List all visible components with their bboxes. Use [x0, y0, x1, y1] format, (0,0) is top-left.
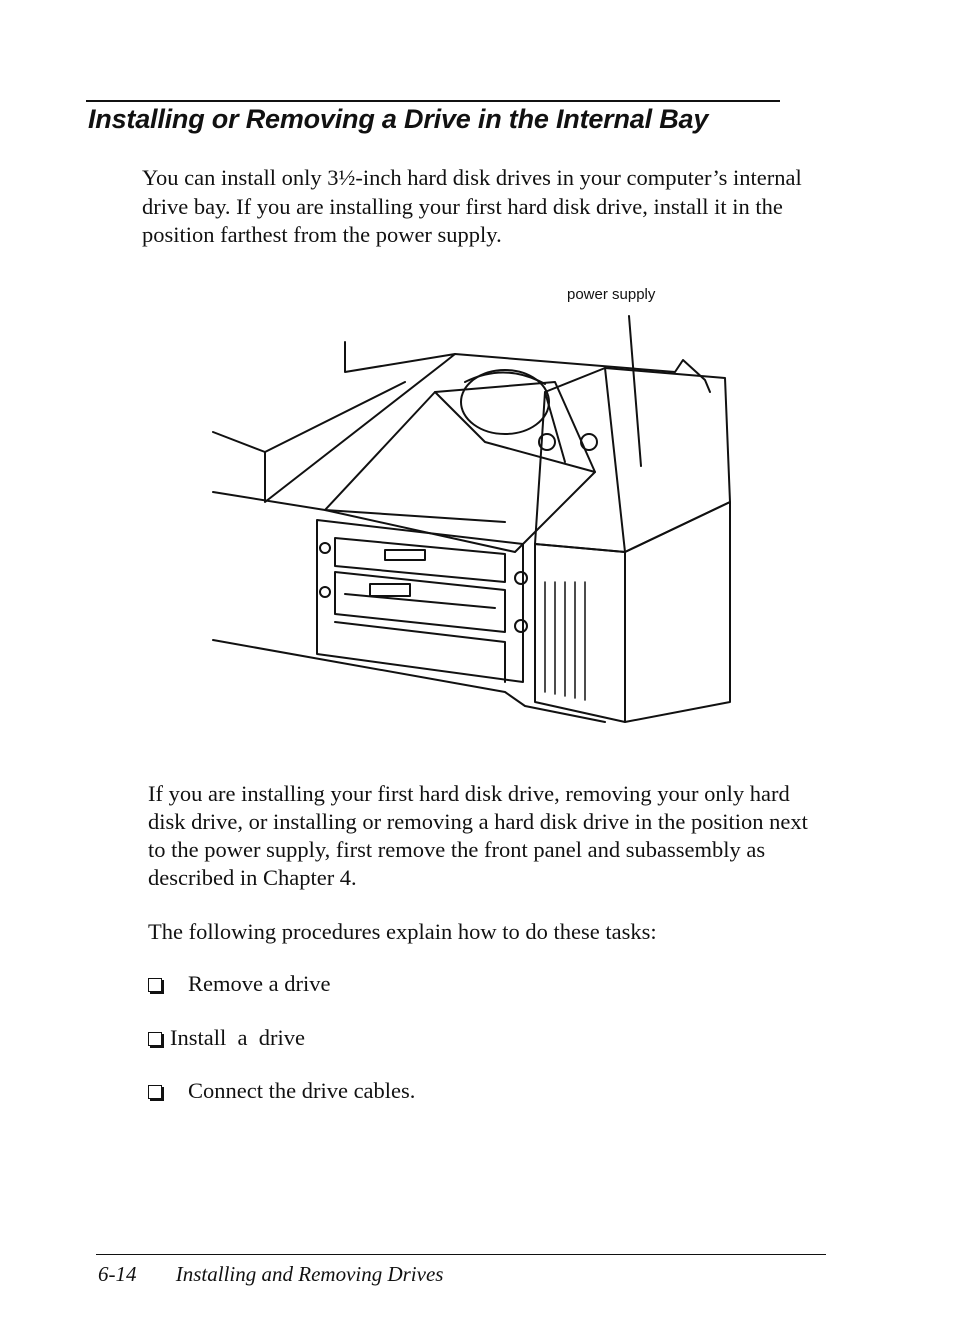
task-item-connect: [148, 1077, 415, 1105]
checkbox-bullet-icon: [148, 1085, 162, 1099]
task-label: Connect the drive cables.: [188, 1078, 416, 1103]
task-item-remove: [148, 970, 330, 998]
section-heading: Installing or Removing a Drive in the Internal Bay: [88, 104, 709, 134]
task-item-install: [148, 1024, 305, 1052]
subassembly-paragraph: If you are installing your first hard disk drive, removing your only hard disk drive, or installing or removing a hard disk drive in the position next to the power supply, first remove the front panel and subassembly as described in Chapter 4.: [148, 781, 808, 890]
page-footer: [98, 1262, 443, 1287]
task-label: Remove a drive: [188, 971, 331, 996]
power-supply-callout: power supply: [567, 286, 656, 303]
task-label: Install a drive: [170, 1025, 305, 1050]
drive-bay-illustration: [205, 282, 745, 737]
checkbox-bullet-icon: [148, 978, 162, 992]
chapter-title: Installing and Removing Drives: [175, 1262, 444, 1286]
computer-chassis-drawing: [205, 282, 745, 737]
procedures-paragraph: The following procedures explain how to do these tasks:: [148, 919, 657, 944]
footer-rule: [96, 1254, 826, 1255]
page-number: 6-14: [98, 1262, 137, 1286]
heading-rule: [86, 100, 780, 102]
intro-paragraph: You can install only 3½-inch hard disk drives in your computer’s internal drive bay. If you are installing your first hard disk drive, install it in the position farthest from the power supply.: [142, 165, 802, 247]
checkbox-bullet-icon: [148, 1032, 162, 1046]
